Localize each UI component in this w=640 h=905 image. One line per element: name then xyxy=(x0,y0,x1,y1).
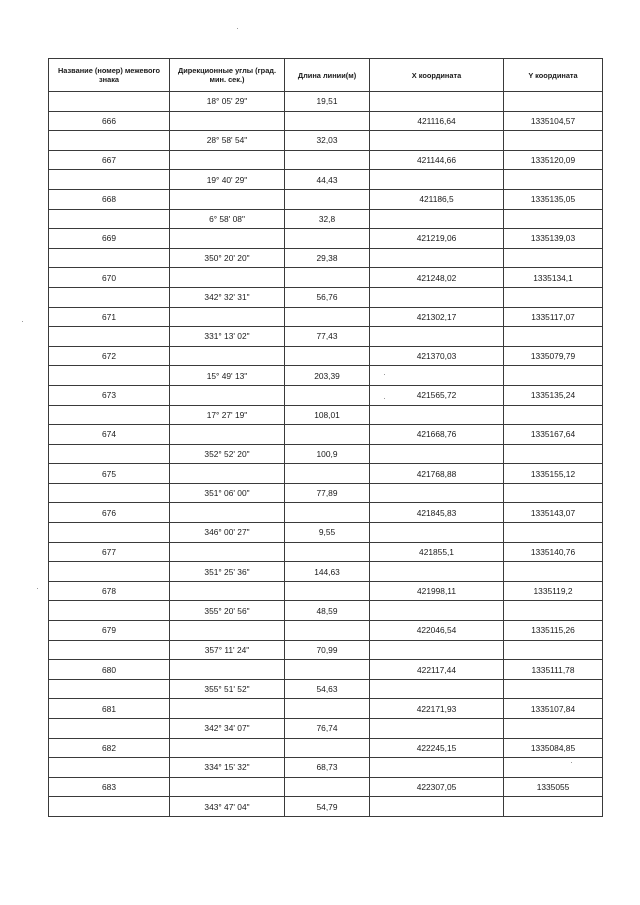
cell-direction-angle: 17° 27' 19" xyxy=(170,405,285,425)
scan-speck xyxy=(237,28,238,29)
header-y-coordinate: Y координата xyxy=(504,59,603,92)
cell-direction-angle: 355° 20' 56" xyxy=(170,601,285,621)
cell-x-coordinate: 421998,11 xyxy=(370,581,504,601)
cell-x-coordinate xyxy=(370,640,504,660)
cell-x-coordinate xyxy=(370,444,504,464)
cell-direction-angle: 28° 58' 54" xyxy=(170,131,285,151)
cell-direction-angle: 351° 25' 36" xyxy=(170,562,285,582)
cell-line-length xyxy=(285,464,370,484)
cell-marker-name: 666 xyxy=(49,111,170,131)
cell-x-coordinate: 421855,1 xyxy=(370,542,504,562)
cell-marker-name: 677 xyxy=(49,542,170,562)
cell-y-coordinate: 1335140,76 xyxy=(504,542,603,562)
cell-direction-angle: 18° 05' 29" xyxy=(170,92,285,112)
cell-direction-angle xyxy=(170,503,285,523)
cell-line-length xyxy=(285,189,370,209)
cell-marker-name xyxy=(49,287,170,307)
cell-direction-angle: 15° 49' 13" xyxy=(170,366,285,386)
cell-y-coordinate: 1335119,2 xyxy=(504,581,603,601)
table-row xyxy=(49,307,603,327)
cell-line-length xyxy=(285,738,370,758)
cell-line-length: 68,73 xyxy=(285,758,370,778)
cell-marker-name xyxy=(49,719,170,739)
boundary-coordinates-table xyxy=(48,58,603,817)
table-row xyxy=(49,209,603,229)
cell-y-coordinate xyxy=(504,562,603,582)
cell-line-length: 54,79 xyxy=(285,797,370,817)
scan-speck xyxy=(384,398,385,399)
cell-x-coordinate xyxy=(370,758,504,778)
cell-x-coordinate: 421302,17 xyxy=(370,307,504,327)
cell-marker-name xyxy=(49,640,170,660)
cell-direction-angle xyxy=(170,385,285,405)
cell-direction-angle: 352° 52' 20" xyxy=(170,444,285,464)
cell-y-coordinate xyxy=(504,444,603,464)
table-row xyxy=(49,425,603,445)
cell-direction-angle: 346° 00' 27" xyxy=(170,523,285,543)
cell-marker-name: 678 xyxy=(49,581,170,601)
cell-marker-name xyxy=(49,601,170,621)
cell-line-length xyxy=(285,581,370,601)
cell-direction-angle xyxy=(170,660,285,680)
cell-y-coordinate: 1335055 xyxy=(504,777,603,797)
cell-line-length: 32,03 xyxy=(285,131,370,151)
cell-x-coordinate xyxy=(370,287,504,307)
cell-line-length: 56,76 xyxy=(285,287,370,307)
cell-x-coordinate: 421565,72 xyxy=(370,385,504,405)
cell-y-coordinate: 1335135,05 xyxy=(504,189,603,209)
cell-y-coordinate xyxy=(504,797,603,817)
cell-line-length xyxy=(285,385,370,405)
cell-x-coordinate xyxy=(370,679,504,699)
cell-y-coordinate xyxy=(504,640,603,660)
table-row xyxy=(49,366,603,386)
cell-y-coordinate: 1335115,26 xyxy=(504,621,603,641)
cell-y-coordinate: 1335134,1 xyxy=(504,268,603,288)
cell-x-coordinate xyxy=(370,327,504,347)
cell-marker-name xyxy=(49,679,170,699)
table-row xyxy=(49,111,603,131)
scan-speck xyxy=(37,588,38,589)
cell-marker-name: 670 xyxy=(49,268,170,288)
cell-y-coordinate: 1335120,09 xyxy=(504,150,603,170)
cell-x-coordinate: 422245,15 xyxy=(370,738,504,758)
cell-direction-angle xyxy=(170,699,285,719)
cell-line-length xyxy=(285,621,370,641)
cell-y-coordinate: 1335155,12 xyxy=(504,464,603,484)
cell-line-length: 203,39 xyxy=(285,366,370,386)
cell-y-coordinate xyxy=(504,248,603,268)
cell-y-coordinate: 1335079,79 xyxy=(504,346,603,366)
cell-marker-name xyxy=(49,209,170,229)
cell-x-coordinate xyxy=(370,209,504,229)
cell-direction-angle: 342° 34' 07" xyxy=(170,719,285,739)
cell-y-coordinate: 1335117,07 xyxy=(504,307,603,327)
table-row xyxy=(49,385,603,405)
cell-line-length: 9,55 xyxy=(285,523,370,543)
cell-marker-name xyxy=(49,405,170,425)
cell-line-length xyxy=(285,150,370,170)
cell-marker-name xyxy=(49,366,170,386)
cell-x-coordinate xyxy=(370,405,504,425)
table-row xyxy=(49,444,603,464)
cell-line-length: 19,51 xyxy=(285,92,370,112)
table-row xyxy=(49,601,603,621)
cell-line-length xyxy=(285,346,370,366)
cell-x-coordinate: 421144,66 xyxy=(370,150,504,170)
cell-marker-name: 683 xyxy=(49,777,170,797)
cell-line-length: 29,38 xyxy=(285,248,370,268)
cell-direction-angle xyxy=(170,464,285,484)
cell-marker-name xyxy=(49,758,170,778)
cell-y-coordinate xyxy=(504,601,603,621)
table-row xyxy=(49,287,603,307)
table-row xyxy=(49,405,603,425)
cell-x-coordinate xyxy=(370,248,504,268)
cell-x-coordinate: 421248,02 xyxy=(370,268,504,288)
cell-direction-angle xyxy=(170,111,285,131)
cell-marker-name xyxy=(49,483,170,503)
cell-x-coordinate xyxy=(370,366,504,386)
cell-x-coordinate: 422117,44 xyxy=(370,660,504,680)
table-row xyxy=(49,542,603,562)
cell-line-length xyxy=(285,660,370,680)
table-row xyxy=(49,777,603,797)
table-row xyxy=(49,483,603,503)
cell-line-length: 76,74 xyxy=(285,719,370,739)
table-row xyxy=(49,229,603,249)
cell-direction-angle: 355° 51' 52" xyxy=(170,679,285,699)
cell-x-coordinate: 422046,54 xyxy=(370,621,504,641)
cell-line-length xyxy=(285,699,370,719)
cell-x-coordinate xyxy=(370,523,504,543)
cell-marker-name xyxy=(49,248,170,268)
cell-direction-angle: 6° 58' 08" xyxy=(170,209,285,229)
cell-line-length: 32,8 xyxy=(285,209,370,229)
table-row xyxy=(49,170,603,190)
header-marker-name: Название (номер) межевого знака xyxy=(49,59,170,92)
cell-marker-name xyxy=(49,170,170,190)
table-row xyxy=(49,562,603,582)
table-row xyxy=(49,92,603,112)
table-row xyxy=(49,189,603,209)
table-row xyxy=(49,640,603,660)
cell-marker-name: 681 xyxy=(49,699,170,719)
cell-y-coordinate xyxy=(504,209,603,229)
cell-line-length: 70,99 xyxy=(285,640,370,660)
cell-x-coordinate xyxy=(370,170,504,190)
cell-line-length: 100,9 xyxy=(285,444,370,464)
cell-y-coordinate: 1335143,07 xyxy=(504,503,603,523)
cell-y-coordinate: 1335139,03 xyxy=(504,229,603,249)
scan-speck xyxy=(384,374,385,375)
table-row xyxy=(49,464,603,484)
cell-y-coordinate xyxy=(504,92,603,112)
cell-marker-name: 675 xyxy=(49,464,170,484)
table-row xyxy=(49,699,603,719)
cell-marker-name xyxy=(49,131,170,151)
cell-y-coordinate xyxy=(504,719,603,739)
cell-line-length xyxy=(285,229,370,249)
cell-y-coordinate: 1335111,78 xyxy=(504,660,603,680)
cell-direction-angle xyxy=(170,307,285,327)
table-row xyxy=(49,738,603,758)
cell-marker-name: 679 xyxy=(49,621,170,641)
cell-marker-name: 671 xyxy=(49,307,170,327)
cell-y-coordinate xyxy=(504,679,603,699)
table-row xyxy=(49,248,603,268)
cell-x-coordinate: 422171,93 xyxy=(370,699,504,719)
cell-marker-name: 680 xyxy=(49,660,170,680)
table-row xyxy=(49,131,603,151)
cell-x-coordinate: 421845,83 xyxy=(370,503,504,523)
cell-x-coordinate: 421668,76 xyxy=(370,425,504,445)
cell-marker-name: 673 xyxy=(49,385,170,405)
cell-y-coordinate: 1335167,64 xyxy=(504,425,603,445)
cell-direction-angle: 357° 11' 24" xyxy=(170,640,285,660)
cell-y-coordinate xyxy=(504,131,603,151)
cell-x-coordinate xyxy=(370,92,504,112)
table-row xyxy=(49,150,603,170)
cell-x-coordinate xyxy=(370,719,504,739)
cell-y-coordinate xyxy=(504,170,603,190)
table-row xyxy=(49,503,603,523)
cell-line-length: 77,89 xyxy=(285,483,370,503)
cell-line-length: 44,43 xyxy=(285,170,370,190)
table-row xyxy=(49,679,603,699)
cell-marker-name: 672 xyxy=(49,346,170,366)
header-x-coordinate: Х координата xyxy=(370,59,504,92)
cell-y-coordinate: 1335107,84 xyxy=(504,699,603,719)
table-row xyxy=(49,758,603,778)
cell-y-coordinate xyxy=(504,287,603,307)
cell-x-coordinate xyxy=(370,562,504,582)
cell-x-coordinate: 421186,5 xyxy=(370,189,504,209)
cell-direction-angle xyxy=(170,738,285,758)
cell-y-coordinate xyxy=(504,758,603,778)
cell-marker-name xyxy=(49,523,170,543)
cell-x-coordinate: 421116,64 xyxy=(370,111,504,131)
cell-direction-angle xyxy=(170,189,285,209)
cell-line-length xyxy=(285,268,370,288)
table-row xyxy=(49,621,603,641)
table-row xyxy=(49,797,603,817)
table-row xyxy=(49,523,603,543)
cell-direction-angle xyxy=(170,229,285,249)
cell-x-coordinate: 421768,88 xyxy=(370,464,504,484)
cell-line-length: 77,43 xyxy=(285,327,370,347)
cell-marker-name: 682 xyxy=(49,738,170,758)
cell-line-length: 108,01 xyxy=(285,405,370,425)
cell-y-coordinate xyxy=(504,523,603,543)
cell-y-coordinate: 1335084,85 xyxy=(504,738,603,758)
cell-direction-angle: 331° 13' 02" xyxy=(170,327,285,347)
cell-x-coordinate xyxy=(370,483,504,503)
cell-line-length xyxy=(285,542,370,562)
cell-line-length: 54,63 xyxy=(285,679,370,699)
cell-y-coordinate: 1335135,24 xyxy=(504,385,603,405)
cell-marker-name xyxy=(49,797,170,817)
cell-marker-name xyxy=(49,562,170,582)
cell-marker-name: 676 xyxy=(49,503,170,523)
cell-marker-name xyxy=(49,444,170,464)
cell-line-length xyxy=(285,111,370,131)
cell-marker-name: 674 xyxy=(49,425,170,445)
table-row xyxy=(49,327,603,347)
cell-marker-name xyxy=(49,327,170,347)
cell-direction-angle xyxy=(170,268,285,288)
cell-x-coordinate xyxy=(370,131,504,151)
table-header xyxy=(49,59,603,92)
cell-y-coordinate xyxy=(504,405,603,425)
cell-direction-angle xyxy=(170,542,285,562)
cell-x-coordinate: 421219,06 xyxy=(370,229,504,249)
cell-y-coordinate xyxy=(504,366,603,386)
cell-marker-name: 667 xyxy=(49,150,170,170)
cell-marker-name xyxy=(49,92,170,112)
table-row xyxy=(49,581,603,601)
cell-direction-angle: 342° 32' 31" xyxy=(170,287,285,307)
cell-y-coordinate xyxy=(504,327,603,347)
cell-x-coordinate xyxy=(370,797,504,817)
cell-direction-angle: 19° 40' 29" xyxy=(170,170,285,190)
cell-direction-angle xyxy=(170,621,285,641)
cell-line-length xyxy=(285,503,370,523)
cell-direction-angle: 350° 20' 20" xyxy=(170,248,285,268)
header-direction-angle: Дирекционные углы (град. мин. сек.) xyxy=(170,59,285,92)
cell-direction-angle xyxy=(170,346,285,366)
cell-marker-name: 669 xyxy=(49,229,170,249)
cell-y-coordinate xyxy=(504,483,603,503)
cell-line-length xyxy=(285,425,370,445)
cell-direction-angle xyxy=(170,581,285,601)
cell-line-length xyxy=(285,307,370,327)
cell-x-coordinate: 422307,05 xyxy=(370,777,504,797)
cell-marker-name: 668 xyxy=(49,189,170,209)
cell-x-coordinate xyxy=(370,601,504,621)
header-row xyxy=(49,59,603,92)
table-row xyxy=(49,268,603,288)
cell-direction-angle xyxy=(170,150,285,170)
table-body xyxy=(49,92,603,817)
cell-direction-angle xyxy=(170,777,285,797)
cell-direction-angle: 334° 15' 32" xyxy=(170,758,285,778)
scan-speck xyxy=(22,321,23,322)
scan-speck xyxy=(571,762,572,763)
header-line-length: Длина линии(м) xyxy=(285,59,370,92)
table-row xyxy=(49,719,603,739)
cell-line-length: 144,63 xyxy=(285,562,370,582)
cell-direction-angle: 343° 47' 04" xyxy=(170,797,285,817)
cell-y-coordinate: 1335104,57 xyxy=(504,111,603,131)
cell-direction-angle: 351° 06' 00" xyxy=(170,483,285,503)
table-row xyxy=(49,660,603,680)
cell-line-length: 48,59 xyxy=(285,601,370,621)
cell-x-coordinate: 421370,03 xyxy=(370,346,504,366)
table-row xyxy=(49,346,603,366)
cell-direction-angle xyxy=(170,425,285,445)
cell-line-length xyxy=(285,777,370,797)
